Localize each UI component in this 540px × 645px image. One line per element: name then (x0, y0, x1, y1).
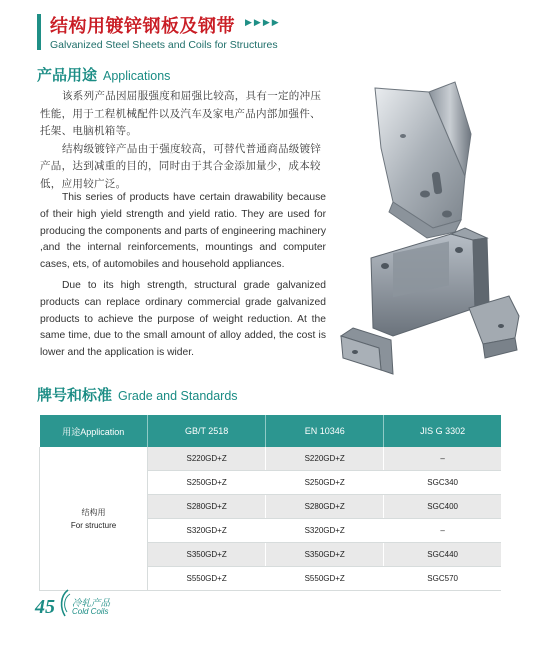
table-cell: – (384, 447, 501, 471)
applications-cn-text (40, 88, 330, 193)
column-header-jis-g-3302: JIS G 3302 (384, 415, 501, 447)
table-cell: S220GD+Z (266, 447, 384, 471)
upper-bracket (375, 82, 471, 238)
applications-paragraph-en-1: This series of products have certain drawability because of their high yield strength and yield ratio. They are used for producing the components and parts of engineering machinery ,and the internal reinforcements, mountings and computer cases, ets, of automobiles and household appliances. (40, 192, 326, 271)
grades-heading-en: Grade and Standards (118, 389, 238, 403)
lower-bracket (341, 228, 519, 374)
applications-heading-cn: 产品用途 (37, 66, 98, 84)
footer-section-cn: 冷轧产品 (72, 598, 111, 609)
applications-paragraph-cn-1: 该系列产品因屈服强度和屈强比较高，具有一定的冲压性能，用于工程机械配件以及汽车及家电产品内部加强件、托架、电脑机箱等。 (40, 90, 322, 137)
table-cell: S550GD+Z (148, 567, 266, 591)
table-row (40, 447, 502, 471)
page-number: 45 (35, 596, 55, 618)
table-cell: S350GD+Z (266, 543, 384, 567)
table-cell: S220GD+Z (148, 447, 266, 471)
column-header-gbt-2518: GB/T 2518 (148, 415, 266, 447)
applications-paragraph-cn-2: 结构级镀锌产品由于强度较高，可替代普通商品级镀锌产品，达到减重的目的，同时由于其合金添加量少，成本较低，应用较广泛。 (40, 142, 322, 190)
column-header-application: 用途Application (40, 415, 148, 447)
table-cell: SGC440 (384, 543, 501, 567)
header-accent-bar (37, 14, 41, 50)
table-cell: S280GD+Z (266, 495, 384, 519)
grades-table (39, 415, 501, 591)
applications-en-text (40, 190, 326, 362)
applications-paragraph-en-2: Due to its high strength, structural grade galvanized products can replace ordinary commercial grade galvanized products to achieve the purpose of weight reduction. At the same time, due to the small amount of alloy added, the cost is lower and the application is wider. (40, 279, 326, 359)
coil-swirl-icon (58, 588, 72, 618)
page-title-en: Galvanized Steel Sheets and Coils for Structures (50, 39, 278, 51)
applications-heading-en: Applications (103, 69, 171, 83)
usage-label-cn: 结构用 (81, 507, 106, 517)
table-cell: S250GD+Z (266, 471, 384, 495)
usage-cell (40, 447, 148, 591)
table-cell: SGC340 (384, 471, 501, 495)
usage-label-en: For structure (70, 520, 117, 530)
grades-heading (37, 384, 238, 405)
grades-table-header-row (40, 415, 502, 447)
product-photo-brackets (333, 78, 523, 376)
arrow-icons: ▶▶▶▶ (245, 18, 281, 28)
table-cell: S320GD+Z (266, 519, 384, 543)
table-cell: S280GD+Z (148, 495, 266, 519)
table-cell: S550GD+Z (266, 567, 384, 591)
page-title-cn: 结构用镀锌钢板及钢带 (50, 16, 235, 37)
footer-section-en: Cold Coils (72, 607, 109, 616)
table-cell: – (384, 519, 501, 543)
table-cell: S350GD+Z (148, 543, 266, 567)
table-cell: S320GD+Z (148, 519, 266, 543)
applications-heading (37, 64, 170, 85)
table-cell: S250GD+Z (148, 471, 266, 495)
table-cell: SGC570 (384, 567, 501, 591)
table-cell: SGC400 (384, 495, 501, 519)
column-header-en-10346: EN 10346 (266, 415, 384, 447)
grades-heading-cn: 牌号和标准 (37, 386, 113, 404)
